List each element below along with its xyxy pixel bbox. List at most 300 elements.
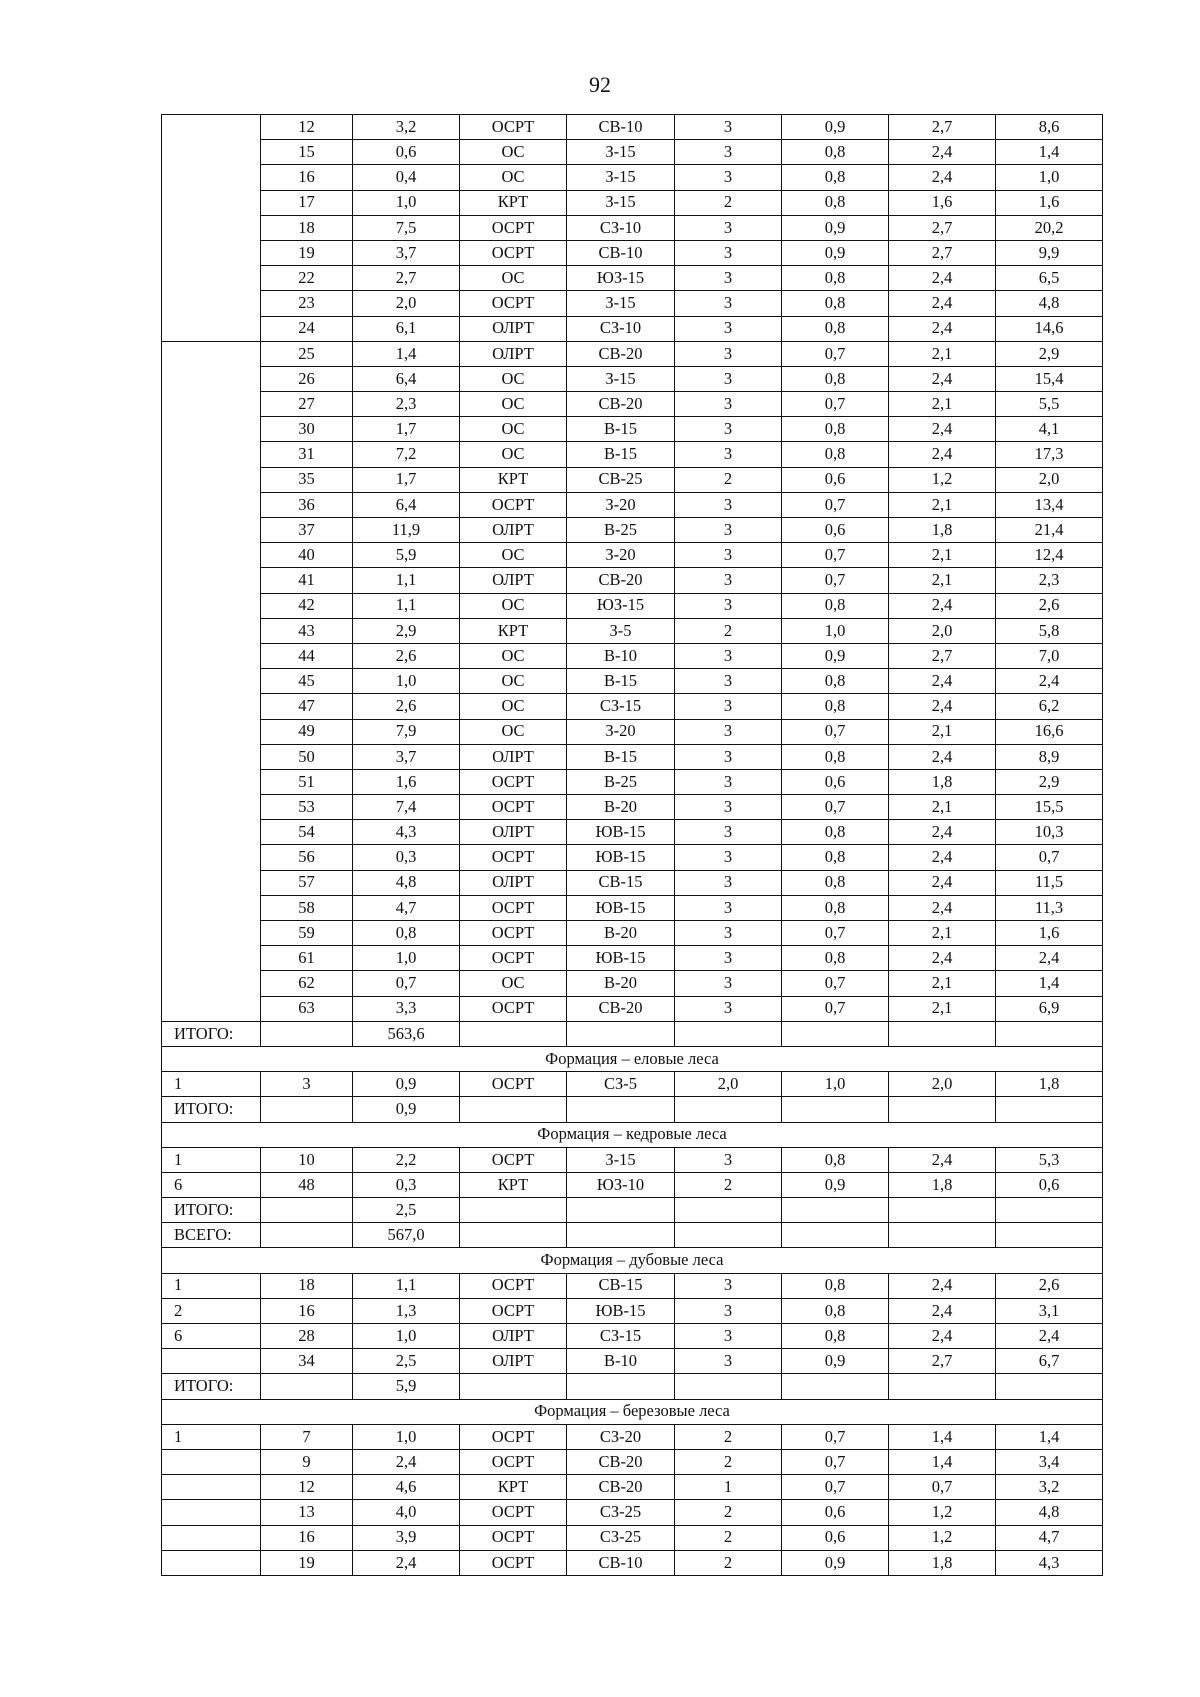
- table-cell-col7: 0,8: [782, 694, 889, 719]
- table-cell-col3: 3,9: [353, 1525, 460, 1550]
- table-cell-col9: 6,9: [996, 996, 1103, 1021]
- table-cell-col9: 4,7: [996, 1525, 1103, 1550]
- table-cell-col6: 3: [675, 895, 782, 920]
- table-row: [162, 1550, 1103, 1575]
- table-cell-col8: 2,4: [889, 417, 996, 442]
- table-cell-col2: [261, 1374, 353, 1399]
- table-cell-col4: ОС: [460, 593, 567, 618]
- table-cell-col7: 0,7: [782, 568, 889, 593]
- table-row: [162, 971, 1103, 996]
- table-cell-col8: 1,6: [889, 190, 996, 215]
- table-cell-col9: 5,3: [996, 1147, 1103, 1172]
- table-cell-col6: 3: [675, 971, 782, 996]
- table-cell-col3: 0,3: [353, 1172, 460, 1197]
- table-cell-col7: 0,8: [782, 417, 889, 442]
- table-cell-col7: [782, 1021, 889, 1046]
- table-cell-col5: З-5: [567, 618, 675, 643]
- table-cell-col3: 1,1: [353, 568, 460, 593]
- table-cell-col7: 0,8: [782, 870, 889, 895]
- table-cell-col9: 6,7: [996, 1349, 1103, 1374]
- table-row: [162, 1374, 1103, 1399]
- table-cell-col5: СЗ-15: [567, 1324, 675, 1349]
- table-cell-col6: 3: [675, 643, 782, 668]
- table-cell-col7: 1,0: [782, 618, 889, 643]
- table-cell-col2: 48: [261, 1172, 353, 1197]
- table-cell-col9: 3,4: [996, 1449, 1103, 1474]
- table-cell-col4: КРТ: [460, 618, 567, 643]
- table-cell-col4: ОСРТ: [460, 946, 567, 971]
- table-cell-col7: 0,8: [782, 744, 889, 769]
- table-cell-col8: 2,1: [889, 971, 996, 996]
- table-cell-col5: ЮВ-15: [567, 845, 675, 870]
- table-cell-col4: ОЛРТ: [460, 341, 567, 366]
- table-cell-col2: 15: [261, 140, 353, 165]
- table-row: [162, 870, 1103, 895]
- table-cell-col9: 11,3: [996, 895, 1103, 920]
- table-cell-col8: 2,4: [889, 1298, 996, 1323]
- table-cell-col8: 2,4: [889, 845, 996, 870]
- table-cell-col3: 4,7: [353, 895, 460, 920]
- table-cell-col8: 2,1: [889, 568, 996, 593]
- table-cell-col7: 0,7: [782, 392, 889, 417]
- table-cell-col8: 2,4: [889, 316, 996, 341]
- table-cell-col4: [460, 1021, 567, 1046]
- table-cell-col4: ОСРТ: [460, 895, 567, 920]
- table-cell-col5: СЗ-15: [567, 694, 675, 719]
- table-cell-col8: [889, 1223, 996, 1248]
- table-row: [162, 845, 1103, 870]
- table-cell-col9: 0,7: [996, 845, 1103, 870]
- table-cell-col4: ОСРТ: [460, 1273, 567, 1298]
- table-cell-col8: 1,8: [889, 518, 996, 543]
- table-cell-col2: 61: [261, 946, 353, 971]
- table-cell-col4: ОСРТ: [460, 1449, 567, 1474]
- table-cell-col9: 0,6: [996, 1172, 1103, 1197]
- table-cell-col2: 45: [261, 669, 353, 694]
- table-cell-col6: 3: [675, 1273, 782, 1298]
- table-cell-col6: 3: [675, 240, 782, 265]
- table-cell-col2: 18: [261, 215, 353, 240]
- table-cell-col9: 1,4: [996, 140, 1103, 165]
- table-cell-col8: 2,4: [889, 1324, 996, 1349]
- table-row: [162, 996, 1103, 1021]
- formation-title: Формация – дубовые леса: [162, 1248, 1103, 1273]
- table-cell-col5: В-25: [567, 769, 675, 794]
- table-cell-col6: 3: [675, 366, 782, 391]
- table-cell-col6: 3: [675, 1298, 782, 1323]
- table-cell-col2: 7: [261, 1424, 353, 1449]
- table-cell-col3: 1,6: [353, 769, 460, 794]
- table-cell-col7: 0,8: [782, 316, 889, 341]
- table-cell-col4: ОСРТ: [460, 845, 567, 870]
- table-cell-col8: 2,1: [889, 996, 996, 1021]
- table-row: [162, 568, 1103, 593]
- table-cell-col5: З-20: [567, 492, 675, 517]
- table-cell-col6: [675, 1198, 782, 1223]
- table-cell-col7: 0,7: [782, 341, 889, 366]
- table-cell-col6: 3: [675, 115, 782, 140]
- table-cell-col2: 12: [261, 1475, 353, 1500]
- table-cell-col6: [675, 1097, 782, 1122]
- formation-header-row: [162, 1399, 1103, 1424]
- table-cell-col2: 50: [261, 744, 353, 769]
- table-row: [162, 1424, 1103, 1449]
- table-cell-col9: 4,8: [996, 291, 1103, 316]
- table-cell-col7: 0,7: [782, 1424, 889, 1449]
- table-cell-col1: [162, 1475, 261, 1500]
- table-cell-col8: 2,4: [889, 291, 996, 316]
- table-cell-col2: 49: [261, 719, 353, 744]
- table-cell-col6: 2: [675, 1424, 782, 1449]
- table-cell-col4: ОС: [460, 543, 567, 568]
- table-row: [162, 190, 1103, 215]
- table-cell-col9: 1,6: [996, 921, 1103, 946]
- table-cell-col6: 3: [675, 1324, 782, 1349]
- table-cell-col5: ЮВ-15: [567, 1298, 675, 1323]
- table-row: [162, 1475, 1103, 1500]
- table-cell-col7: 0,8: [782, 1273, 889, 1298]
- table-cell-col6: 3: [675, 392, 782, 417]
- table-cell-col5: В-20: [567, 971, 675, 996]
- table-cell-col6: 3: [675, 291, 782, 316]
- table-row: [162, 1172, 1103, 1197]
- table-cell-col3: 1,0: [353, 1424, 460, 1449]
- table-cell-col9: 15,5: [996, 795, 1103, 820]
- table-cell-col7: 0,8: [782, 1298, 889, 1323]
- formation-title: Формация – кедровые леса: [162, 1122, 1103, 1147]
- table-cell-col2: 35: [261, 467, 353, 492]
- table-cell-col2: 40: [261, 543, 353, 568]
- table-cell-col6: 3: [675, 140, 782, 165]
- table-row: [162, 518, 1103, 543]
- table-cell-col2: 27: [261, 392, 353, 417]
- table-cell-col9: [996, 1374, 1103, 1399]
- table-cell-col8: 2,4: [889, 165, 996, 190]
- table-cell-col9: 7,0: [996, 643, 1103, 668]
- table-cell-col2: [261, 1198, 353, 1223]
- table-cell-col5: ЮВ-15: [567, 895, 675, 920]
- table-row: [162, 895, 1103, 920]
- table-cell-col5: [567, 1021, 675, 1046]
- table-cell-col4: ОЛРТ: [460, 568, 567, 593]
- table-cell-col4: ОСРТ: [460, 492, 567, 517]
- table-cell-col5: В-20: [567, 795, 675, 820]
- table-cell-col3: 1,4: [353, 341, 460, 366]
- table-cell-col4: [460, 1223, 567, 1248]
- table-row: [162, 215, 1103, 240]
- table-cell-col9: 6,5: [996, 266, 1103, 291]
- table-cell-col7: [782, 1223, 889, 1248]
- table-cell-col3: 5,9: [353, 1374, 460, 1399]
- table-cell-col9: 2,4: [996, 669, 1103, 694]
- table-cell-col8: [889, 1198, 996, 1223]
- table-cell-col2: 36: [261, 492, 353, 517]
- table-cell-col5: СВ-20: [567, 1449, 675, 1474]
- table-cell-col6: 2: [675, 1550, 782, 1575]
- table-cell-col7: 0,7: [782, 543, 889, 568]
- table-row: [162, 1223, 1103, 1248]
- table-cell-col4: ОСРТ: [460, 1525, 567, 1550]
- table-cell-col5: СЗ-20: [567, 1424, 675, 1449]
- table-cell-col7: 0,7: [782, 492, 889, 517]
- table-cell-col7: 0,7: [782, 795, 889, 820]
- table-cell-col3: 7,2: [353, 442, 460, 467]
- table-cell-col9: 9,9: [996, 240, 1103, 265]
- table-cell-col2: [261, 1223, 353, 1248]
- table-row: [162, 946, 1103, 971]
- table-cell-col9: 5,8: [996, 618, 1103, 643]
- table-cell-col3: 1,0: [353, 190, 460, 215]
- table-cell-col6: 3: [675, 165, 782, 190]
- table-row: [162, 366, 1103, 391]
- table-cell-col6: 3: [675, 744, 782, 769]
- table-cell-col1: ВСЕГО:: [162, 1223, 261, 1248]
- table-cell-col3: 2,7: [353, 266, 460, 291]
- table-cell-col5: СВ-10: [567, 115, 675, 140]
- table-cell-col2: 13: [261, 1500, 353, 1525]
- table-cell-col8: [889, 1097, 996, 1122]
- table-cell-col4: ОЛРТ: [460, 316, 567, 341]
- table-cell-col8: 1,2: [889, 467, 996, 492]
- table-cell-col9: 3,1: [996, 1298, 1103, 1323]
- table-cell-col9: 12,4: [996, 543, 1103, 568]
- table-cell-col2: 43: [261, 618, 353, 643]
- table-cell-col8: 1,8: [889, 769, 996, 794]
- table-row: [162, 1449, 1103, 1474]
- table-cell-col6: 3: [675, 1349, 782, 1374]
- table-cell-col2: 3: [261, 1072, 353, 1097]
- table-cell-col5: СЗ-10: [567, 215, 675, 240]
- table-cell-col4: ОС: [460, 694, 567, 719]
- table-cell-col1: [162, 1550, 261, 1575]
- table-cell-col2: 19: [261, 1550, 353, 1575]
- table-cell-col3: 2,5: [353, 1198, 460, 1223]
- table-cell-col5: ЮВ-15: [567, 820, 675, 845]
- table-cell-col2: 62: [261, 971, 353, 996]
- table-cell-col2: 41: [261, 568, 353, 593]
- table-cell-col5: В-20: [567, 921, 675, 946]
- table-cell-col6: 2: [675, 1172, 782, 1197]
- table-cell-col6: 3: [675, 341, 782, 366]
- table-cell-col7: 0,9: [782, 240, 889, 265]
- table-cell-col6: 3: [675, 870, 782, 895]
- table-cell-col5: СВ-25: [567, 467, 675, 492]
- table-cell-col1: [162, 1500, 261, 1525]
- table-cell-col8: 2,4: [889, 266, 996, 291]
- table-cell-col2: 24: [261, 316, 353, 341]
- table-cell-col2: 59: [261, 921, 353, 946]
- table-cell-col6: 3: [675, 417, 782, 442]
- table-row: [162, 1525, 1103, 1550]
- table-cell-col5: З-20: [567, 543, 675, 568]
- table-cell-col2: 44: [261, 643, 353, 668]
- table-cell-col9: 2,0: [996, 467, 1103, 492]
- table-cell-col8: 1,2: [889, 1525, 996, 1550]
- formation-header-row: [162, 1122, 1103, 1147]
- table-cell-col6: 3: [675, 266, 782, 291]
- table-cell-col9: 5,5: [996, 392, 1103, 417]
- table-cell-col8: [889, 1021, 996, 1046]
- table-cell-col7: 0,6: [782, 769, 889, 794]
- table-cell-col5: З-15: [567, 140, 675, 165]
- table-row: [162, 921, 1103, 946]
- table-cell-col8: 2,1: [889, 719, 996, 744]
- table-cell-col2: 31: [261, 442, 353, 467]
- table-cell-col3: 1,3: [353, 1298, 460, 1323]
- table-cell-col8: 1,4: [889, 1424, 996, 1449]
- table-cell-col6: 3: [675, 820, 782, 845]
- table-cell-col7: 0,7: [782, 1449, 889, 1474]
- table-cell-col6: 3: [675, 946, 782, 971]
- table-cell-col3: 1,0: [353, 669, 460, 694]
- table-cell-col4: ОЛРТ: [460, 870, 567, 895]
- table-cell-col5: СЗ-10: [567, 316, 675, 341]
- table-cell-col8: 2,1: [889, 543, 996, 568]
- table-cell-col4: ОС: [460, 442, 567, 467]
- table-cell-col7: 0,8: [782, 946, 889, 971]
- table-cell-col7: [782, 1097, 889, 1122]
- table-cell-col5: З-15: [567, 291, 675, 316]
- table-cell-col6: 3: [675, 442, 782, 467]
- table-row: [162, 442, 1103, 467]
- table-cell-col2: 12: [261, 115, 353, 140]
- table-cell-col4: ОС: [460, 971, 567, 996]
- table-cell-col8: 2,1: [889, 392, 996, 417]
- table-cell-col2: 28: [261, 1324, 353, 1349]
- table-cell-col3: 2,6: [353, 694, 460, 719]
- table-cell-col4: ОЛРТ: [460, 1324, 567, 1349]
- table-cell-col5: СВ-20: [567, 341, 675, 366]
- table-cell-col9: [996, 1021, 1103, 1046]
- table-cell-col7: 0,6: [782, 467, 889, 492]
- table-cell-col5: В-25: [567, 518, 675, 543]
- table-cell-col5: СВ-15: [567, 1273, 675, 1298]
- formation-header-row: [162, 1248, 1103, 1273]
- table-row: [162, 316, 1103, 341]
- table-cell-col4: ОСРТ: [460, 240, 567, 265]
- table-cell-col8: 2,4: [889, 946, 996, 971]
- table-row: [162, 492, 1103, 517]
- table-cell-col6: 3: [675, 593, 782, 618]
- table-cell-col8: [889, 1374, 996, 1399]
- table-cell-col5: СЗ-5: [567, 1072, 675, 1097]
- table-cell-col6: [675, 1223, 782, 1248]
- table-cell-col9: 15,4: [996, 366, 1103, 391]
- table-cell-col7: 0,8: [782, 1147, 889, 1172]
- forest-data-table: [161, 114, 1103, 1576]
- table-cell-col2: 22: [261, 266, 353, 291]
- table-cell-col6: 3: [675, 996, 782, 1021]
- table-cell-col7: 0,8: [782, 845, 889, 870]
- table-cell-col5: В-15: [567, 744, 675, 769]
- table-cell-col6: 3: [675, 694, 782, 719]
- table-cell-col7: 0,8: [782, 1324, 889, 1349]
- table-cell-col6: 2: [675, 1500, 782, 1525]
- table-cell-col7: 0,7: [782, 971, 889, 996]
- table-row: [162, 1349, 1103, 1374]
- table-cell-col3: 0,9: [353, 1097, 460, 1122]
- table-cell-col4: ОС: [460, 140, 567, 165]
- table-cell-col3: 7,9: [353, 719, 460, 744]
- table-cell-col3: 4,6: [353, 1475, 460, 1500]
- table-cell-col8: 2,1: [889, 921, 996, 946]
- table-cell-col3: 6,4: [353, 492, 460, 517]
- table-cell-col9: 20,2: [996, 215, 1103, 240]
- table-row: [162, 543, 1103, 568]
- table-cell-col4: ОСРТ: [460, 1424, 567, 1449]
- table-cell-col8: 2,1: [889, 492, 996, 517]
- table-cell-col4: ОСРТ: [460, 1072, 567, 1097]
- table-cell-col3: 3,7: [353, 240, 460, 265]
- table-cell-col7: 0,9: [782, 215, 889, 240]
- table-cell-col2: [261, 1021, 353, 1046]
- table-cell-col8: 2,4: [889, 442, 996, 467]
- table-cell-col3: 0,6: [353, 140, 460, 165]
- table-cell-col2: 17: [261, 190, 353, 215]
- table-cell-col1: 2: [162, 1298, 261, 1323]
- table-cell-col5: ЮЗ-15: [567, 593, 675, 618]
- table-cell-col7: 0,9: [782, 1172, 889, 1197]
- table-cell-col9: 4,3: [996, 1550, 1103, 1575]
- table-cell-col7: 0,9: [782, 643, 889, 668]
- table-cell-col3: 7,4: [353, 795, 460, 820]
- table-cell-col3: 2,6: [353, 643, 460, 668]
- table-cell-col9: 2,4: [996, 946, 1103, 971]
- table-cell-col4: ОС: [460, 643, 567, 668]
- table-cell-col3: 6,1: [353, 316, 460, 341]
- formation-title: Формация – березовые леса: [162, 1399, 1103, 1424]
- table-cell-col6: 2: [675, 467, 782, 492]
- table-cell-col8: 2,4: [889, 593, 996, 618]
- table-cell-col1: 6: [162, 1324, 261, 1349]
- table-cell-col4: ОС: [460, 719, 567, 744]
- table-cell-col7: 0,6: [782, 1500, 889, 1525]
- table-cell-col2: 16: [261, 1525, 353, 1550]
- table-cell-col4: [460, 1198, 567, 1223]
- table-cell-col3: 3,2: [353, 115, 460, 140]
- table-cell-col1: [162, 1349, 261, 1374]
- table-cell-col5: СЗ-25: [567, 1500, 675, 1525]
- table-row: [162, 1147, 1103, 1172]
- table-row: [162, 392, 1103, 417]
- table-cell-col8: 2,0: [889, 618, 996, 643]
- table-cell-col7: 0,7: [782, 921, 889, 946]
- table-cell-col6: 3: [675, 845, 782, 870]
- table-cell-col8: 2,1: [889, 341, 996, 366]
- table-cell-col4: ОСРТ: [460, 291, 567, 316]
- table-cell-col6: 2: [675, 1525, 782, 1550]
- table-row: [162, 341, 1103, 366]
- table-body: [162, 115, 1103, 1576]
- table-cell-col9: 10,3: [996, 820, 1103, 845]
- table-cell-col4: КРТ: [460, 1172, 567, 1197]
- table-cell-col3: 0,7: [353, 971, 460, 996]
- table-cell-col5: З-15: [567, 366, 675, 391]
- table-cell-col3: 1,0: [353, 946, 460, 971]
- table-cell-col3: 2,4: [353, 1449, 460, 1474]
- table-cell-col4: ОЛРТ: [460, 518, 567, 543]
- table-cell-col3: 2,4: [353, 1550, 460, 1575]
- table-cell-col6: 3: [675, 795, 782, 820]
- table-cell-col5: В-10: [567, 643, 675, 668]
- table-cell-col1: 1: [162, 1273, 261, 1298]
- table-cell-col9: 1,8: [996, 1072, 1103, 1097]
- table-cell-col7: [782, 1198, 889, 1223]
- table-cell-col5: З-15: [567, 165, 675, 190]
- table-cell-col7: 0,8: [782, 266, 889, 291]
- table-row: [162, 795, 1103, 820]
- table-row: [162, 266, 1103, 291]
